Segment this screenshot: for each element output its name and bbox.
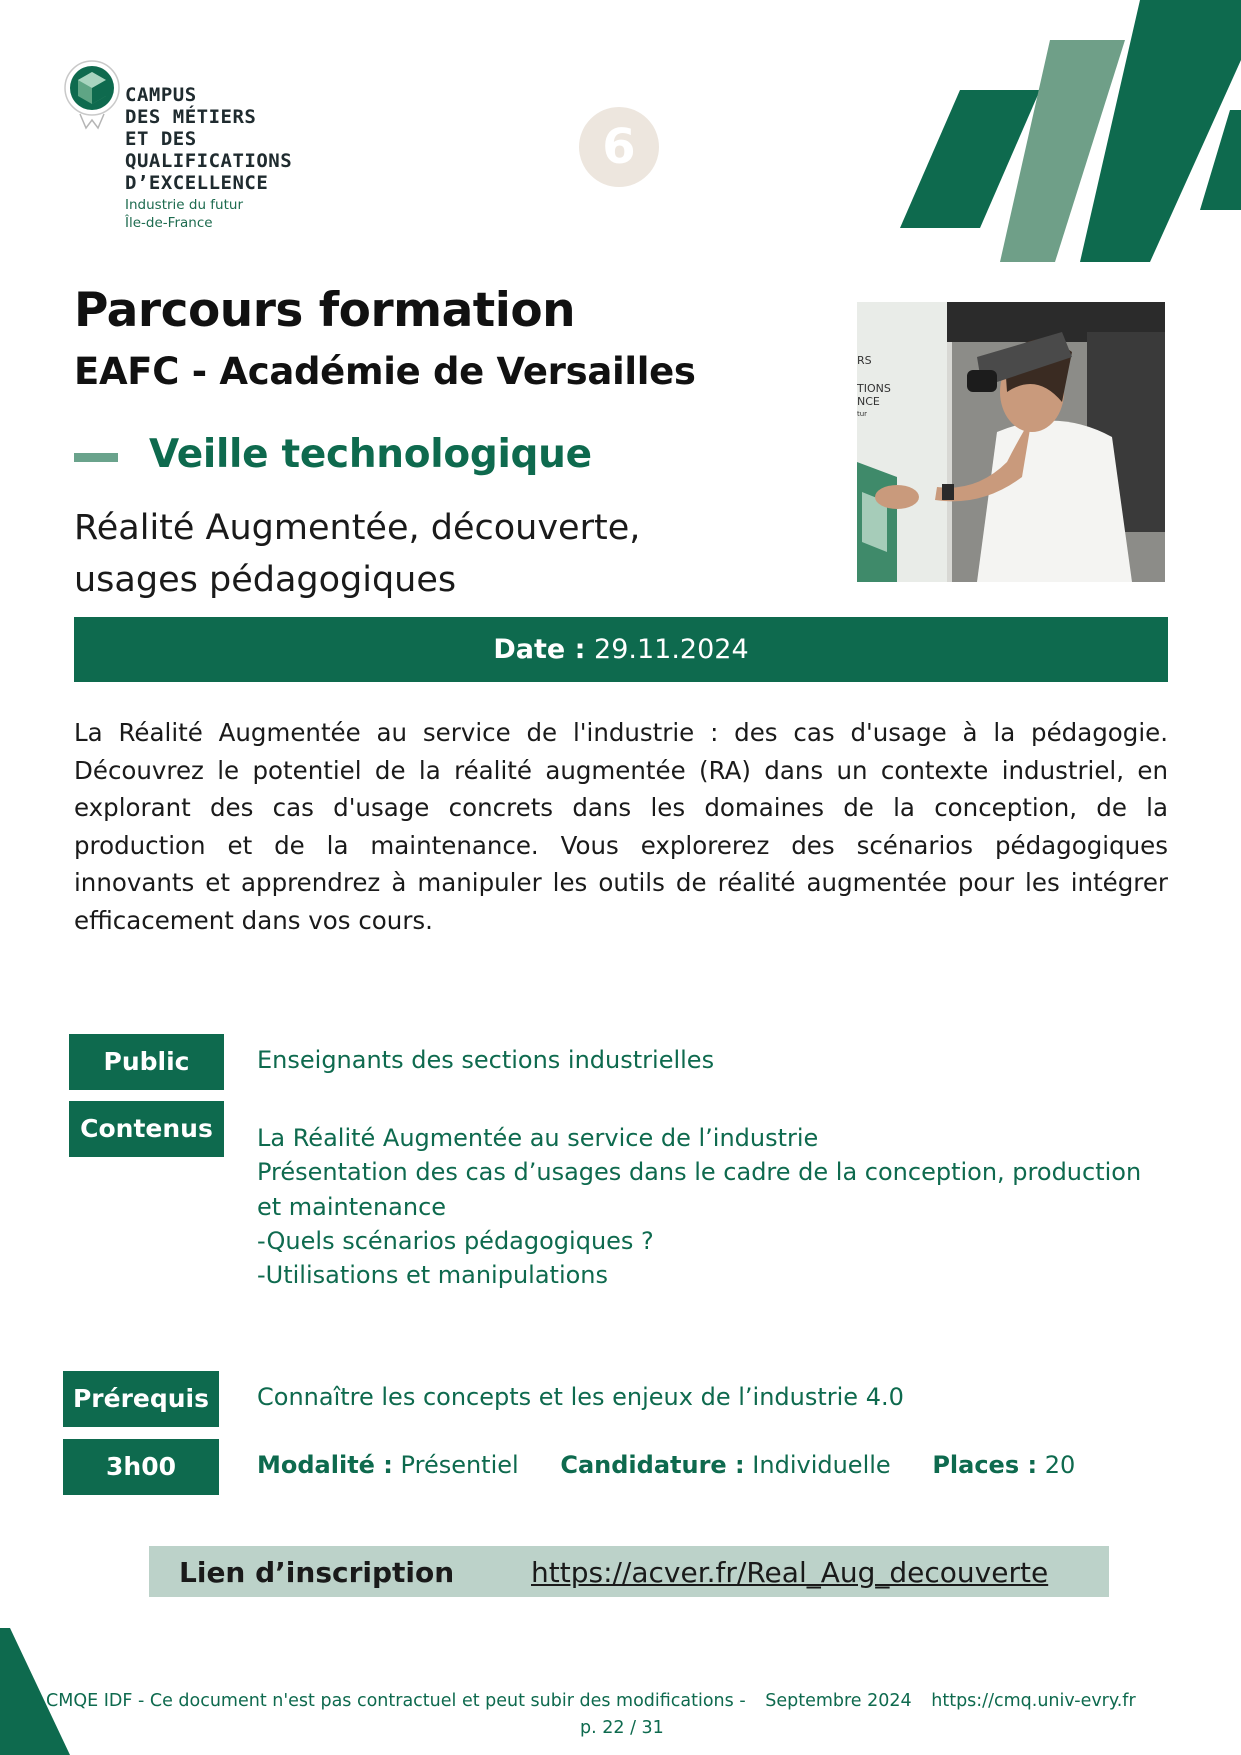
logo-line: CAMPUS — [125, 84, 197, 106]
topic-line: Réalité Augmentée, découverte, — [74, 508, 641, 548]
logo-line: ET DES — [125, 128, 197, 150]
page-number-badge: 6 — [579, 107, 659, 187]
contenus-item: -Quels scénarios pédagogiques ? — [257, 1226, 654, 1255]
photo-sign-text: tur — [857, 410, 868, 418]
duration-label: 3h00 — [63, 1439, 219, 1495]
contenus-item: et maintenance — [257, 1192, 447, 1221]
footer — [46, 1691, 1206, 1711]
contenus-item: Présentation des cas d’usages dans le cadre de la conception, production — [257, 1158, 1142, 1187]
candidature — [560, 1451, 890, 1479]
footer-text: CMQE IDF - Ce document n'est pas contractuel et peut subir des modifications - — [46, 1691, 746, 1711]
logo-subtitle — [125, 196, 243, 232]
logo-sub-line: Île-de-France — [125, 215, 213, 231]
inscription-label: Lien d’inscription — [179, 1556, 455, 1589]
topic-line: usages pédagogiques — [74, 560, 457, 600]
public-label: Public — [69, 1034, 224, 1090]
inscription-link[interactable]: https://acver.fr/Real_Aug_decouverte — [531, 1556, 1049, 1589]
section-title: Veille technologique — [149, 432, 592, 477]
footer-site[interactable]: https://cmq.univ-evry.fr — [931, 1691, 1136, 1711]
date-label: Date : — [493, 634, 586, 665]
photo-sign-text: NCE — [857, 395, 880, 408]
contenus-label: Contenus — [69, 1101, 224, 1157]
places-value: 20 — [1044, 1451, 1076, 1479]
description: La Réalité Augmentée au service de l'industrie : des cas d'usage à la pédagogie. Découvrez le potentiel de la réalité augmentée (RA) dans un contexte industriel, en explorant des cas d'usage concrets dans les domaines de la conception, de la production et de la maintenance. Vous explorerez des scénarios pédagogiques innovants et apprendrez à manipuler les outils de réalité augmentée pour les intégrer efficacement dans vos cours. — [74, 718, 1168, 935]
logo-sub-line: Industrie du futur — [125, 197, 244, 213]
section-dash — [74, 453, 118, 462]
meta-row — [257, 1451, 1197, 1479]
photo-sign-text: RS — [857, 354, 872, 367]
page-title: Parcours formation — [74, 283, 576, 338]
contenus-item: La Réalité Augmentée au service de l’industrie — [257, 1124, 819, 1152]
topic-title — [74, 502, 774, 606]
logo-line: QUALIFICATIONS — [125, 150, 293, 172]
logo-line: D’EXCELLENCE — [125, 172, 269, 194]
places — [932, 1451, 1075, 1479]
decorative-stripes — [900, 0, 1241, 262]
logo-text — [125, 84, 292, 194]
places-label: Places : — [932, 1451, 1038, 1479]
modalite — [257, 1451, 519, 1479]
page-number: p. 22 / 31 — [580, 1718, 664, 1738]
candidature-value: Individuelle — [752, 1451, 891, 1479]
prerequis-label: Prérequis — [63, 1371, 219, 1427]
public-value: Enseignants des sections industrielles — [257, 1046, 715, 1074]
page-subtitle: EAFC - Académie de Versailles — [74, 350, 696, 393]
campus-logo-icon — [62, 60, 122, 130]
ar-headset-photo — [857, 302, 1165, 582]
date-bar — [74, 617, 1168, 682]
photo-sign-text: TIONS — [857, 382, 891, 395]
logo-line: DES MÉTIERS — [125, 106, 257, 128]
contenus-item: -Utilisations et manipulations — [257, 1261, 609, 1290]
footer-date: Septembre 2024 — [765, 1691, 912, 1711]
contenus-list — [257, 1121, 1177, 1292]
modalite-label: Modalité : — [257, 1451, 393, 1479]
prerequis-value: Connaître les concepts et les enjeux de l’industrie 4.0 — [257, 1383, 904, 1411]
modalite-value: Présentiel — [400, 1451, 519, 1479]
date-value: 29.11.2024 — [594, 634, 749, 665]
candidature-label: Candidature : — [560, 1451, 745, 1479]
